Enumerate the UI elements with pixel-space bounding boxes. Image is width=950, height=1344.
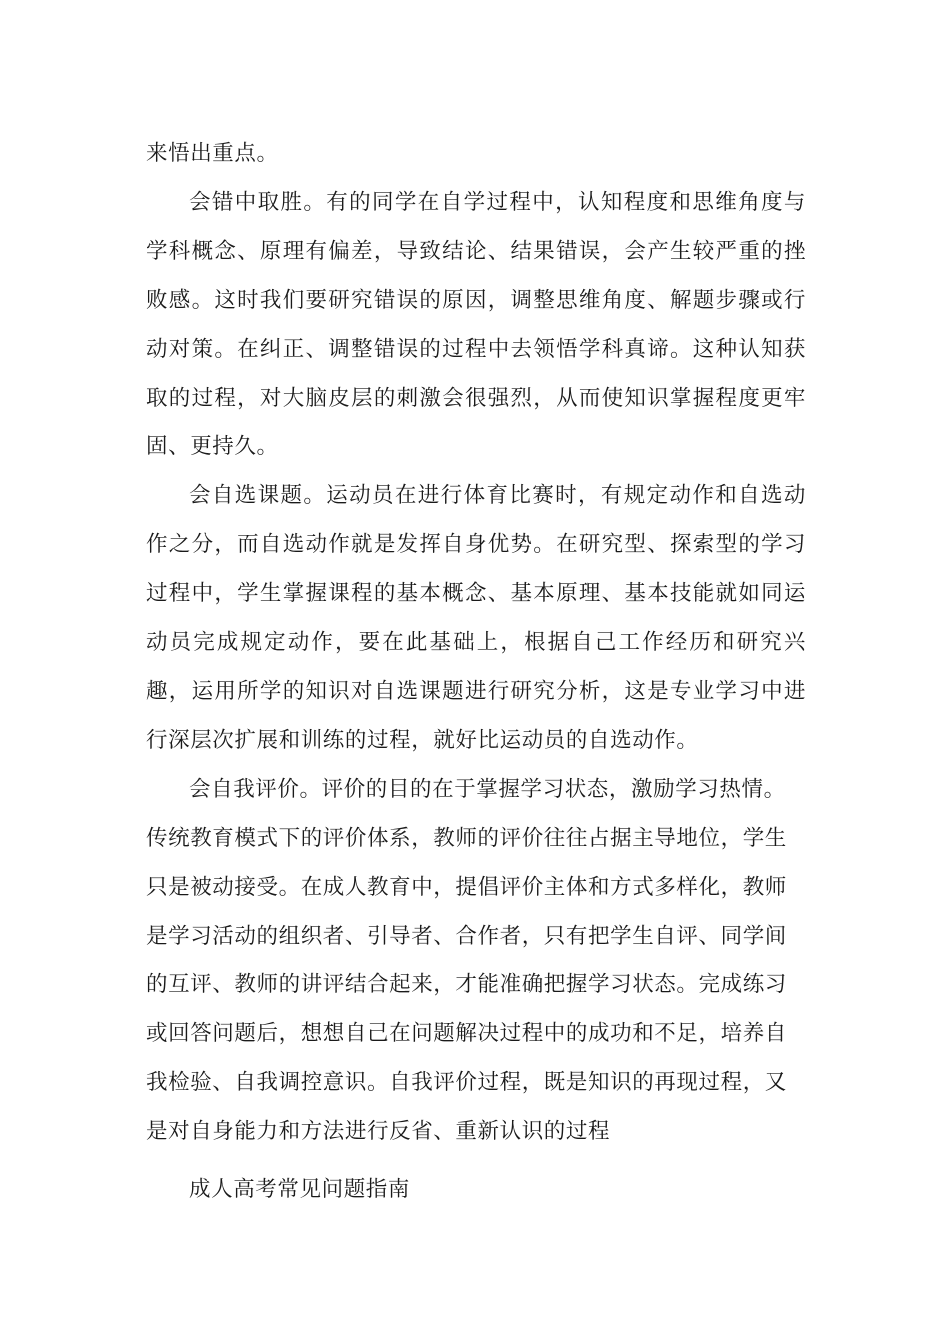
document-body xyxy=(146,130,806,1215)
paragraph-continuation: 来悟出重点。 xyxy=(146,141,279,166)
section-heading: 成人高考常见问题指南 xyxy=(189,1177,411,1203)
paragraph-choose-topics: 会自选课题。运动员在进行体育比赛时，有规定动作和自选动作之分，而自选动作就是发挥自身优势。在研究型、探索型的学习过程中，学生掌握课程的基本概念、基本原理、基本技能就如同运动员完成规定动作，要在此基础上，根据自己工作经历和研究兴趣，运用所学的知识对自选课题进行研究分析，这是专业学习中进行深层次扩展和训练的过程，就好比运动员的自选动作。 xyxy=(146,483,806,753)
paragraph-learn-from-mistakes: 会错中取胜。有的同学在自学过程中，认知程度和思维角度与学科概念、原理有偏差，导致结论、结果错误，会产生较严重的挫败感。这时我们要研究错误的原因，调整思维角度、解题步骤或行动对策。在纠正、调整错误的过程中去领悟学科真谛。这种认知获取的过程，对大脑皮层的刺激会很强烈，从而使知识掌握程度更牢固、更持久。 xyxy=(146,189,806,460)
paragraph-self-evaluation: 会自我评价。评价的目的在于掌握学习状态，激励学习热情。传统教育模式下的评价体系，教师的评价往往占据主导地位，学生只是被动接受。在成人教育中，提倡评价主体和方式多样化，教师是学习活动的组织者、引导者、合作者，只有把学生自评、同学间的互评、教师的讲评结合起来，才能准确把握学习状态。完成练习或回答问题后，想想自己在问题解决过程中的成功和不足，培养自我检验、自我调控意识。自我评价过程，既是知识的再现过程，又是对自身能力和方法进行反省、重新认识的过程 xyxy=(146,776,787,1145)
